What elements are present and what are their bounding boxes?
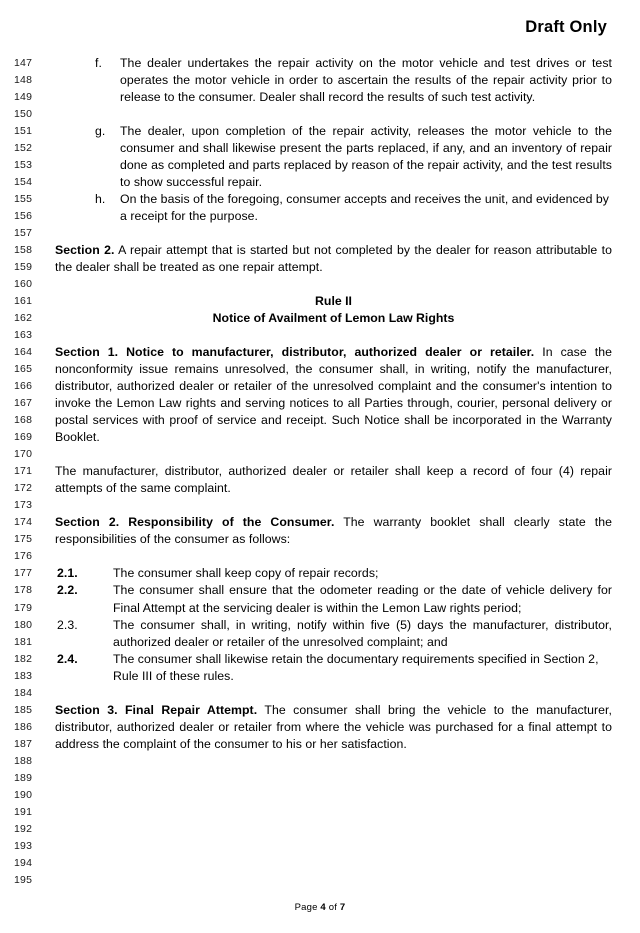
list-item-f: [55, 55, 612, 106]
footer-prefix: Page: [294, 902, 321, 913]
list-marker: 2.2.: [57, 583, 78, 598]
line-number: 186: [14, 720, 33, 733]
line-number: 191: [14, 805, 33, 818]
line-number: 180: [14, 618, 33, 631]
blank-line-186: [55, 685, 612, 702]
list-marker-g: g.: [95, 124, 106, 139]
line-number: 174: [14, 516, 33, 529]
paragraph-rule2-section3-text: The consumer shall bring the vehicle to the manufacturer, distributor, authorized dealer or retailer from where the vehicle was purchased for a final attempt to address the complaint of the consumer to his or her satisfaction.: [55, 702, 612, 751]
line-number: 153: [14, 159, 33, 172]
list-marker: 2.3.: [57, 617, 78, 632]
line-number: 172: [14, 482, 33, 495]
line-number: 151: [14, 125, 33, 138]
blank-line-151: [55, 106, 612, 123]
footer-total-pages: 7: [339, 902, 346, 913]
line-number: 177: [14, 567, 33, 580]
line-number: 168: [14, 414, 33, 427]
list-item-g: [55, 123, 612, 191]
line-number: 157: [14, 227, 33, 240]
line-number: 194: [14, 856, 33, 869]
line-number: 155: [14, 193, 33, 206]
paragraph-rule1-section2-text: A repair attempt that is started but not completed by the dealer for reason attributable to the dealer shall be treated as one repair attempt.: [55, 243, 612, 275]
line-number: 182: [14, 652, 33, 665]
run-head-rule1-section2: Section 2.: [55, 243, 115, 258]
blank-line-161: [55, 276, 612, 293]
line-number: 175: [14, 533, 33, 546]
line-number: 156: [14, 210, 33, 223]
line-number: 154: [14, 176, 33, 189]
run-head-rule2-section3: Section 3. Final Repair Attempt.: [55, 702, 258, 717]
list-item-text: The consumer shall likewise retain the documentary requirements specified in Section 2, Rule III of these rules.: [113, 651, 599, 683]
line-number: 167: [14, 397, 33, 410]
paragraph-rule1-section2: [55, 242, 612, 276]
line-number: 165: [14, 363, 33, 376]
rule2-heading-line2: Notice of Availment of Lemon Law Rights: [212, 311, 455, 326]
blank-line-164: [55, 327, 612, 344]
line-number: 148: [14, 74, 33, 87]
line-number: 166: [14, 380, 33, 393]
line-number: 195: [14, 873, 33, 886]
line-number: 158: [14, 244, 33, 257]
line-number: 160: [14, 278, 33, 291]
list-item-22: [55, 582, 612, 616]
document-body: [55, 55, 612, 753]
footer-page-number: 4: [320, 902, 326, 913]
paragraph-rule2-section3: [55, 702, 612, 753]
paragraph-rule2-section1: [55, 344, 612, 446]
list-item-g-text: The dealer, upon completion of the repair activity, releases the motor vehicle to the consumer and shall likewise present the parts replaced, if any, and an inventory of repair done as completed and parts replaced by reason of the repair activity, and the test results to show successful repair.: [120, 124, 612, 190]
line-number: 178: [14, 584, 33, 597]
line-number: 149: [14, 91, 33, 104]
paragraph-rule2-section1-text: In case the nonconformity issue remains unresolved, the consumer shall, in writing, notify the manufacturer, distributor, authorized dealer or retailer of the unresolved complaint and the consumer's intention to invoke the Lemon Law rights and serving notices to all Parties through, courier, personal delivery or postal services with proof of service and receipt. Such Notice shall be incorporated in the Warranty Booklet.: [55, 345, 612, 445]
list-item-h-text: On the basis of the foregoing, consumer accepts and receives the unit, and evidenced by a receipt for the purpose.: [120, 192, 610, 224]
line-number: 192: [14, 822, 33, 835]
line-number: 170: [14, 448, 33, 461]
line-number: 159: [14, 261, 33, 274]
paragraph-record-of-four: [55, 463, 612, 497]
line-number: 169: [14, 431, 33, 444]
paragraph-record-of-four-text: The manufacturer, distributor, authorized dealer or retailer shall keep a record of four (4) repair attempts of the same complaint.: [55, 464, 612, 496]
list-item-h: [55, 191, 612, 225]
blank-line-158: [55, 225, 612, 242]
run-head-rule2-section1: Section 1. Notice to manufacturer, distributor, authorized dealer or retailer.: [55, 345, 535, 360]
list-item-text: The consumer shall, in writing, notify within five (5) days the manufacturer, distributor, authorized dealer or retailer of the unresolved complaint; and: [113, 617, 612, 649]
list-item-f-text: The dealer undertakes the repair activity on the motor vehicle and test drives or test operates the motor vehicle in order to ascertain the results of the repair activity prior to release to the consumer. Dealer shall record the results of such test activity.: [120, 56, 612, 105]
line-number: 147: [14, 57, 33, 69]
line-number: 185: [14, 703, 33, 716]
line-number: 188: [14, 754, 33, 767]
line-number: 163: [14, 329, 33, 342]
line-number: 179: [14, 601, 33, 614]
list-marker-f: f.: [95, 56, 102, 70]
page-footer: [0, 902, 640, 913]
line-number: 190: [14, 788, 33, 801]
line-number: 164: [14, 346, 33, 359]
list-marker: 2.1.: [57, 566, 78, 581]
blank-line-177: [55, 548, 612, 565]
blank-line-174: [55, 497, 612, 514]
list-item-text: The consumer shall keep copy of repair records;: [113, 566, 379, 581]
line-number: 171: [14, 465, 33, 478]
list-item-text: The consumer shall ensure that the odometer reading or the date of vehicle delivery for Final Attempt at the servicing dealer is within the Lemon Law rights period;: [113, 583, 612, 615]
footer-middle: of: [325, 902, 340, 913]
line-number: 150: [14, 108, 33, 121]
line-number: 183: [14, 669, 33, 682]
blank-line-171: [55, 446, 612, 463]
line-number: 184: [14, 686, 33, 699]
line-number: 161: [14, 295, 33, 308]
line-number: 181: [14, 635, 33, 648]
list-item-24: [55, 651, 612, 685]
list-marker: 2.4.: [57, 651, 78, 666]
responsibilities-list: [55, 565, 612, 684]
draft-only-header: Draft Only: [525, 18, 607, 36]
line-number-gutter: [14, 55, 44, 889]
paragraph-rule2-section2-text: The warranty booklet shall clearly state the responsibilities of the consumer as follows:: [55, 515, 612, 547]
list-item-21: [55, 565, 612, 582]
line-number: 162: [14, 312, 33, 325]
line-number: 189: [14, 771, 33, 784]
line-number: 152: [14, 142, 33, 155]
rule2-heading-line1: Rule II: [315, 294, 352, 309]
line-number: 173: [14, 499, 33, 512]
list-item-23: [55, 617, 612, 651]
line-number: 176: [14, 550, 33, 563]
list-marker-h: h.: [95, 192, 106, 207]
paragraph-rule2-section2: [55, 514, 612, 548]
line-number: 193: [14, 839, 33, 852]
line-number: 187: [14, 737, 33, 750]
run-head-rule2-section2: Section 2. Responsibility of the Consumer.: [55, 515, 335, 530]
